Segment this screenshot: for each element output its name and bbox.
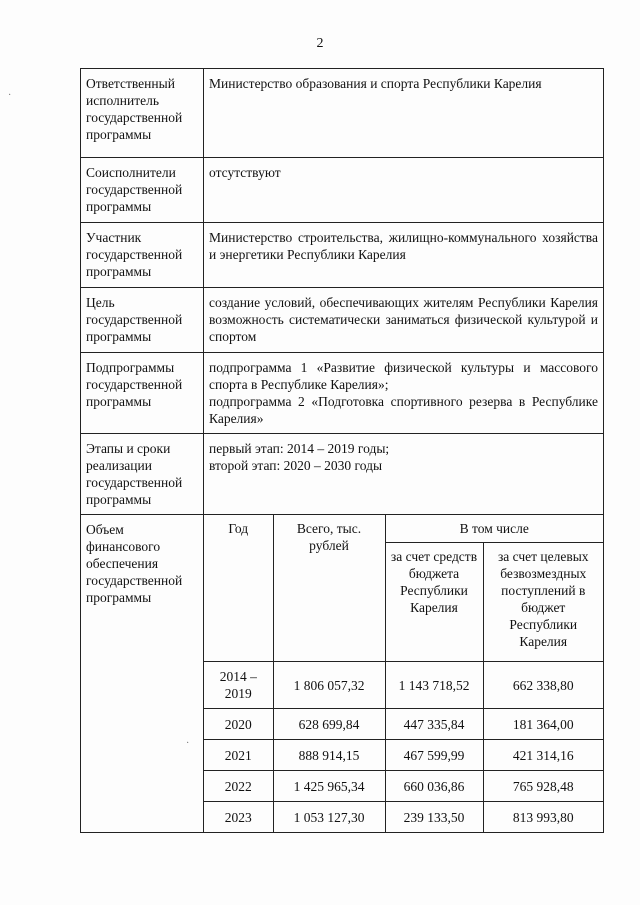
header-budget: за счет средств бюджета Республики Карелия — [385, 543, 483, 662]
cell-grants: 421 314,16 — [483, 740, 603, 771]
cell-budget: 660 036,86 — [385, 771, 483, 802]
finance-row — [204, 740, 603, 771]
table-row — [81, 223, 604, 288]
cell-budget: 239 133,50 — [385, 802, 483, 833]
cell-grants: 765 928,48 — [483, 771, 603, 802]
page-number: 2 — [316, 36, 324, 51]
cell-year: 2021 — [204, 740, 273, 771]
cell-year: 2022 — [204, 771, 273, 802]
table-row — [81, 158, 604, 223]
value-line: подпрограмма 2 «Подготовка спортивного резерва в Республике Карелия» — [209, 394, 598, 426]
cell-budget: 447 335,84 — [385, 709, 483, 740]
finance-table — [204, 515, 603, 832]
table-row — [81, 515, 604, 833]
table-row — [81, 288, 604, 353]
row-value — [204, 353, 604, 434]
cell-budget: 1 143 718,52 — [385, 662, 483, 709]
header-including: В том числе — [385, 515, 603, 543]
finance-row — [204, 709, 603, 740]
row-value — [204, 434, 604, 515]
row-label: Ответственный исполнитель государственной программы — [81, 69, 204, 158]
row-label: Объем финансового обеспечения государственной программы — [81, 515, 204, 833]
cell-total: 1 053 127,30 — [273, 802, 385, 833]
value-line: подпрограмма 1 «Развитие физической культуры и массового спорта в Республике Карелия»; — [209, 360, 598, 392]
cell-budget: 467 599,99 — [385, 740, 483, 771]
row-label: Этапы и сроки реализации государственной программы — [81, 434, 204, 515]
row-value: Министерство образования и спорта Республики Карелия — [204, 69, 604, 158]
row-label: Соисполнители государственной программы — [81, 158, 204, 223]
value-line: второй этап: 2020 – 2030 годы — [209, 458, 383, 473]
cell-grants: 181 364,00 — [483, 709, 603, 740]
header-grants: за счет целевых безвозмездных поступлений в бюджет Республики Карелия — [483, 543, 603, 662]
scan-mark: · — [186, 738, 190, 749]
cell-total: 628 699,84 — [273, 709, 385, 740]
program-passport-table — [80, 68, 604, 833]
table-row — [81, 434, 604, 515]
finance-row — [204, 802, 603, 833]
cell-year: 2014 – 2019 — [204, 662, 273, 709]
table-row — [81, 353, 604, 434]
cell-year: 2020 — [204, 709, 273, 740]
row-value: Министерство строительства, жилищно-коммунального хозяйства и энергетики Республики Карелия — [204, 223, 604, 288]
cell-year: 2023 — [204, 802, 273, 833]
header-total: Всего, тыс. рублей — [273, 515, 385, 662]
cell-grants: 813 993,80 — [483, 802, 603, 833]
scan-mark: · — [8, 90, 12, 101]
row-label: Участник государственной программы — [81, 223, 204, 288]
value-line: первый этап: 2014 – 2019 годы; — [209, 441, 390, 456]
row-value: создание условий, обеспечивающих жителям Республики Карелия возможность систематически заниматься физической культурой и спортом — [204, 288, 604, 353]
row-value: отсутствуют — [204, 158, 604, 223]
header-year: Год — [204, 515, 273, 662]
finance-row — [204, 662, 603, 709]
finance-header-row — [204, 515, 603, 543]
cell-grants: 662 338,80 — [483, 662, 603, 709]
cell-total: 1 425 965,34 — [273, 771, 385, 802]
cell-total: 888 914,15 — [273, 740, 385, 771]
finance-row — [204, 771, 603, 802]
row-label: Подпрограммы государственной программы — [81, 353, 204, 434]
cell-total: 1 806 057,32 — [273, 662, 385, 709]
table-row — [81, 69, 604, 158]
row-label: Цель государственной программы — [81, 288, 204, 353]
finance-cell — [204, 515, 604, 833]
